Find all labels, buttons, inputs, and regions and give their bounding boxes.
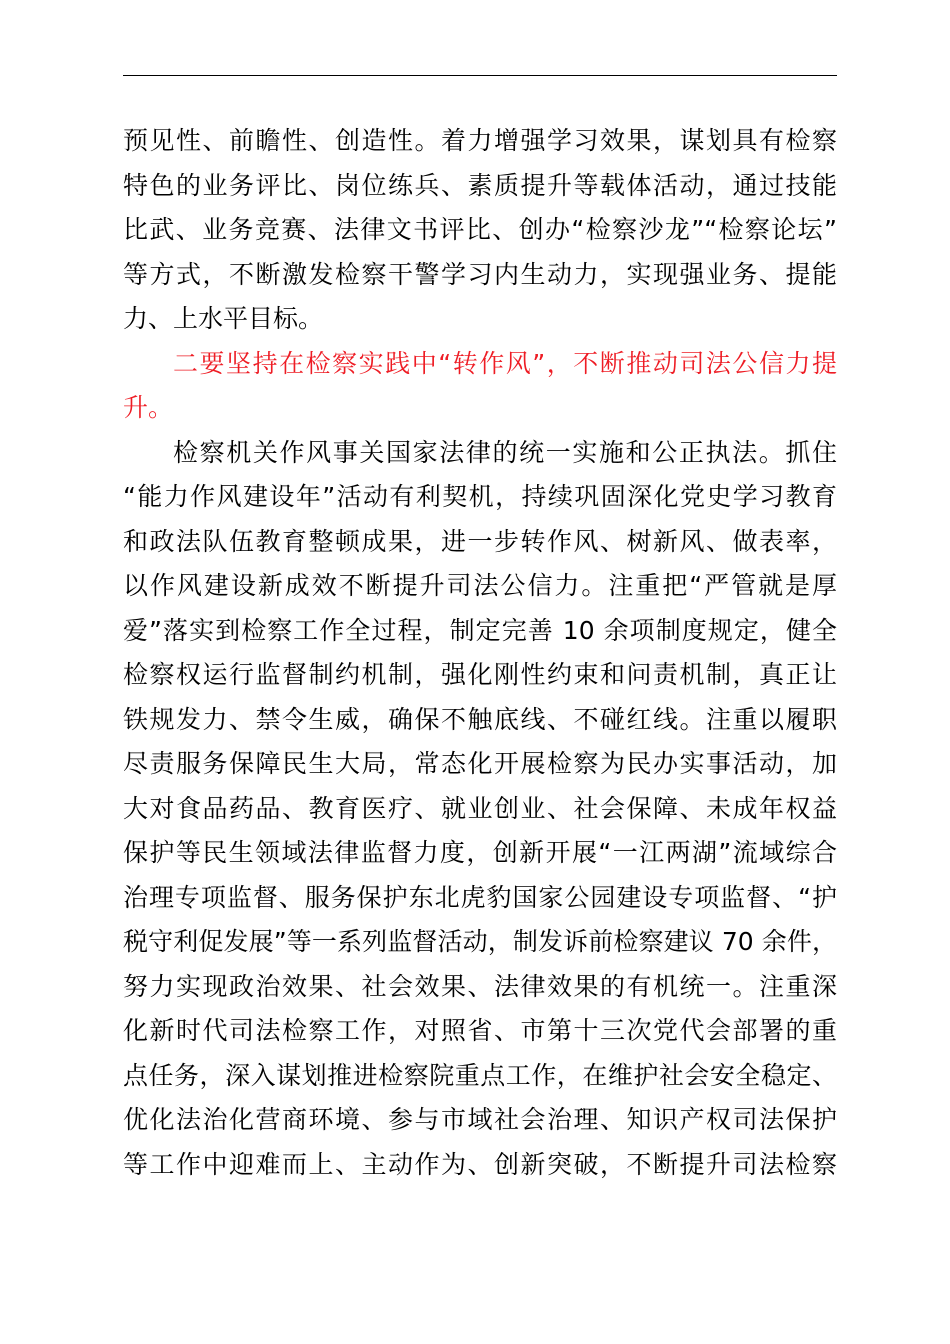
text-line: 力、上水平目标。: [123, 304, 324, 333]
document-body: [123, 119, 837, 1187]
text-line: 优化法治化营商环境、参与市域社会治理、知识产权司法保护: [123, 1105, 837, 1134]
text-line: 治理专项监督、服务保护东北虎豹国家公园建设专项监督、“护: [123, 882, 837, 912]
heading-line: 升。: [123, 393, 174, 422]
text-line: 爱”落实到检察工作全过程，制定完善 10 余项制度规定，健全: [123, 615, 837, 645]
text-line: 努力实现政治效果、社会效果、法律效果的有机统一。注重深: [123, 971, 837, 1001]
text-line: 大对食品药品、教育医疗、就业创业、社会保障、未成年权益: [123, 793, 837, 823]
text-line: 特色的业务评比、岗位练兵、素质提升等载体活动，通过技能: [123, 170, 837, 200]
text-line: 尽责服务保障民生大局，常态化开展检察为民办实事活动，加: [123, 749, 837, 778]
text-line: 点任务，深入谋划推进检察院重点工作，在维护社会安全稳定、: [123, 1060, 837, 1090]
text-line: “能力作风建设年”活动有利契机，持续巩固深化党史学习教育: [123, 482, 837, 511]
text-line: 等工作中迎难而上、主动作为、创新突破，不断提升司法检察: [123, 1149, 837, 1179]
text-line: 比武、业务竞赛、法律文书评比、创办“检察沙龙”“检察论坛”: [123, 215, 837, 244]
text-line: 检察机关作风事关国家法律的统一实施和公正执法。抓住: [173, 437, 837, 467]
paragraph-learning-effect: [123, 119, 837, 342]
text-line: 和政法队伍教育整顿成果，进一步转作风、树新风、做表率，: [123, 526, 837, 556]
section-heading-work-style: [123, 342, 837, 431]
header-rule: [123, 75, 837, 76]
text-line: 检察权运行监督制约机制，强化刚性约束和问责机制，真正让: [123, 660, 837, 689]
paragraph-work-style: [123, 431, 837, 1188]
heading-line: 二要坚持在检察实践中“转作风”，不断推动司法公信力提: [173, 348, 837, 378]
text-line: 保护等民生领域法律监督力度，创新开展“一江两湖”流域综合: [123, 838, 837, 867]
text-line: 等方式，不断激发检察干警学习内生动力，实现强业务、提能: [123, 259, 837, 289]
text-line: 税守利促发展”等一系列监督活动，制发诉前检察建议 70 余件，: [123, 927, 837, 956]
text-line: 铁规发力、禁令生威，确保不触底线、不碰红线。注重以履职: [123, 704, 837, 734]
text-line: 预见性、前瞻性、创造性。着力增强学习效果，谋划具有检察: [123, 126, 837, 155]
text-line: 化新时代司法检察工作，对照省、市第十三次党代会部署的重: [123, 1016, 837, 1045]
text-line: 以作风建设新成效不断提升司法公信力。注重把“严管就是厚: [123, 571, 837, 600]
